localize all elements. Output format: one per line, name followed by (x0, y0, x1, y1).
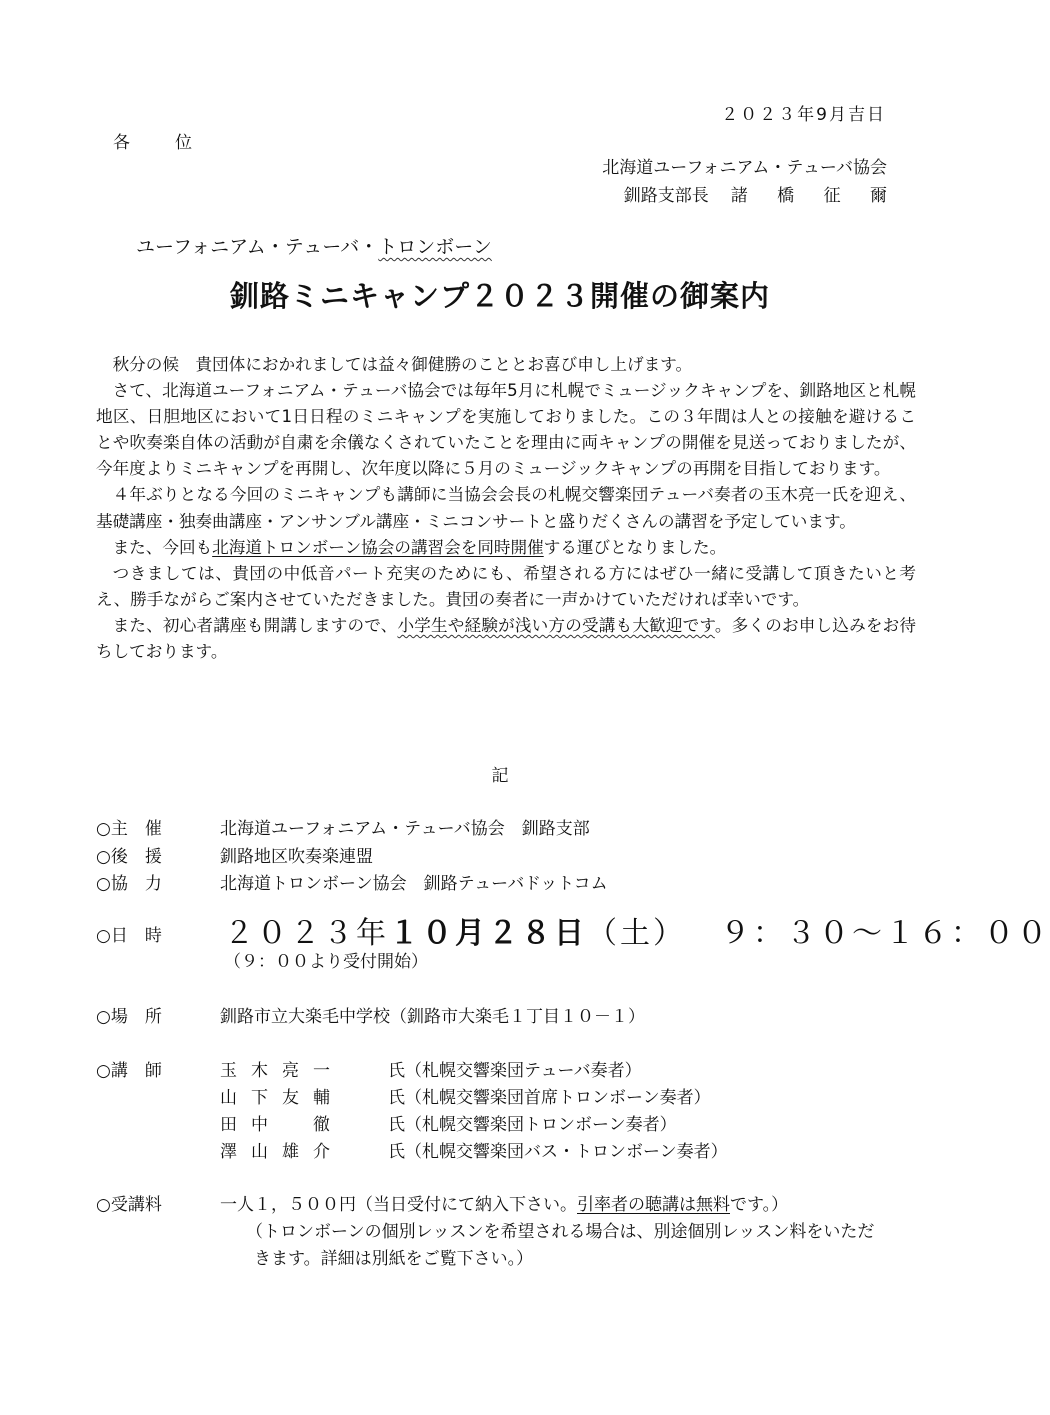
host-label: ○主 催 (96, 819, 162, 839)
p6-text-b: 。多くのお申し込みをお待ちしております。 (96, 615, 917, 662)
reception-time: （９：００より受付開始） (224, 952, 428, 972)
date-year: ２０２３年 (224, 916, 389, 951)
paragraph-beginners (96, 613, 916, 665)
instructor-row (220, 1083, 711, 1108)
date-month-day: １０月２８日 (389, 916, 587, 951)
date-weekday: （土） (587, 916, 686, 951)
host-value: 北海道ユーフォニアム・テューバ協会 釧路支部 (220, 819, 590, 839)
p6-text-a: また、初心者講座も開講しますので、 (112, 615, 398, 635)
datetime-value (224, 908, 1050, 952)
sender-line (623, 181, 899, 206)
instructor-name: 玉木亮一 (220, 1061, 344, 1081)
instructor-desc: 氏（札幌交響楽団首席トロンボーン奏者） (388, 1088, 711, 1108)
support-label: ○後 援 (96, 847, 162, 867)
letter-body (96, 352, 916, 665)
paragraph-instructor: ４年ぶりとなる今回のミニキャンプも講師に当協会会長の札幌交響楽団テューバ奏者の玉木亮一氏を迎え、基礎講座・独奏曲講座・アンサンブル講座・ミニコンサートと盛りだくさんの講習を予定しています。 (96, 485, 916, 531)
p6-underlined: 小学生や経験が浅い方の受講も大歓迎です (397, 615, 715, 635)
instructor-row (220, 1110, 677, 1135)
coop-label: ○協 力 (96, 874, 162, 894)
subtitle-underlined: トロンボーン (378, 236, 492, 258)
sender-title: 釧路支部長 (623, 186, 709, 206)
venue-value: 釧路市立大楽毛中学校（釧路市大楽毛１丁目１０－１） (220, 1007, 645, 1027)
instructor-row (220, 1056, 642, 1081)
fee-underlined: 引率者の聴講は無料 (577, 1195, 730, 1215)
paragraph-greeting: 秋分の候 貴団体におかれましては益々御健勝のこととお喜び申し上げます。 (112, 355, 693, 374)
time-range: ９：３０～１６：００ (720, 916, 1050, 951)
p4-text-a: また、今回も (112, 537, 213, 557)
paragraph-invitation: つきましては、貴団の中低音パート充実のためにも、希望される方にはぜひ一緒に受講して頂きたいと考え、勝手ながらご案内させていただきました。貴団の奏者に一声かけていただければ幸いです。 (96, 563, 916, 609)
fee-label: ○受講料 (96, 1195, 162, 1215)
instructor-name: 山下友輔 (220, 1088, 344, 1108)
fee-text-b: です。） (730, 1195, 789, 1215)
instructor-name: 田中 徹 (220, 1115, 344, 1135)
instructors-label: ○講 師 (96, 1061, 162, 1081)
datetime-label: ○日 時 (96, 926, 162, 946)
document-date: ２０２３年9月吉日 (721, 105, 886, 125)
coop-value: 北海道トロンボーン協会 釧路テューバドットコム (220, 874, 608, 894)
paragraph-background: さて、北海道ユーフォニアム・テューバ協会では毎年5月に札幌でミュージックキャンプを、釧路地区と札幌地区、日胆地区において1日日程のミニキャンプを実施しておりました。この３年間は人との接触を避けることや吹奏楽自体の活動が自粛を余儀なくされていたことを理由に両キャンプの開催を見送っておりましたが、今年度よりミニキャンプを再開し、次年度以降に５月のミュージックキャンプの再開を目指しております。 (96, 381, 916, 479)
addressee: 各 位 (113, 133, 206, 153)
fee-note-line-2: きます。詳細は別紙をご覧下さい。） (254, 1249, 534, 1269)
p4-text-b: する運びとなりました。 (543, 537, 727, 557)
fee-note-line-1: （トロンボーンの個別レッスンを希望される場合は、別途個別レッスン料をいただ (246, 1222, 875, 1242)
p4-underlined: 北海道トロンボーン協会の講習会を同時開催 (212, 537, 544, 557)
sender-name: 諸 橋 征 爾 (730, 186, 899, 206)
instructor-row (220, 1137, 728, 1162)
fee-text-a: 一人１，５００円（当日受付にて納入下さい。 (220, 1195, 577, 1215)
instructor-desc: 氏（札幌交響楽団トロンボーン奏者） (388, 1115, 677, 1135)
sender-organization: 北海道ユーフォニアム・テューバ協会 (602, 158, 887, 178)
subtitle-prefix: ユーフォニアム・テューバ・ (136, 236, 379, 258)
instructor-name: 澤山雄介 (220, 1142, 344, 1162)
document-title: 釧路ミニキャンプ２０２３開催の御案内 (229, 279, 770, 313)
ki-heading: 記 (491, 766, 509, 786)
instructor-desc: 氏（札幌交響楽団テューバ奏者） (388, 1061, 642, 1081)
subtitle (136, 232, 492, 259)
fee-value (220, 1190, 788, 1215)
instructor-desc: 氏（札幌交響楽団バス・トロンボーン奏者） (388, 1142, 728, 1162)
support-value: 釧路地区吹奏楽連盟 (220, 847, 373, 867)
paragraph-trombone (96, 535, 916, 561)
venue-label: ○場 所 (96, 1007, 162, 1027)
